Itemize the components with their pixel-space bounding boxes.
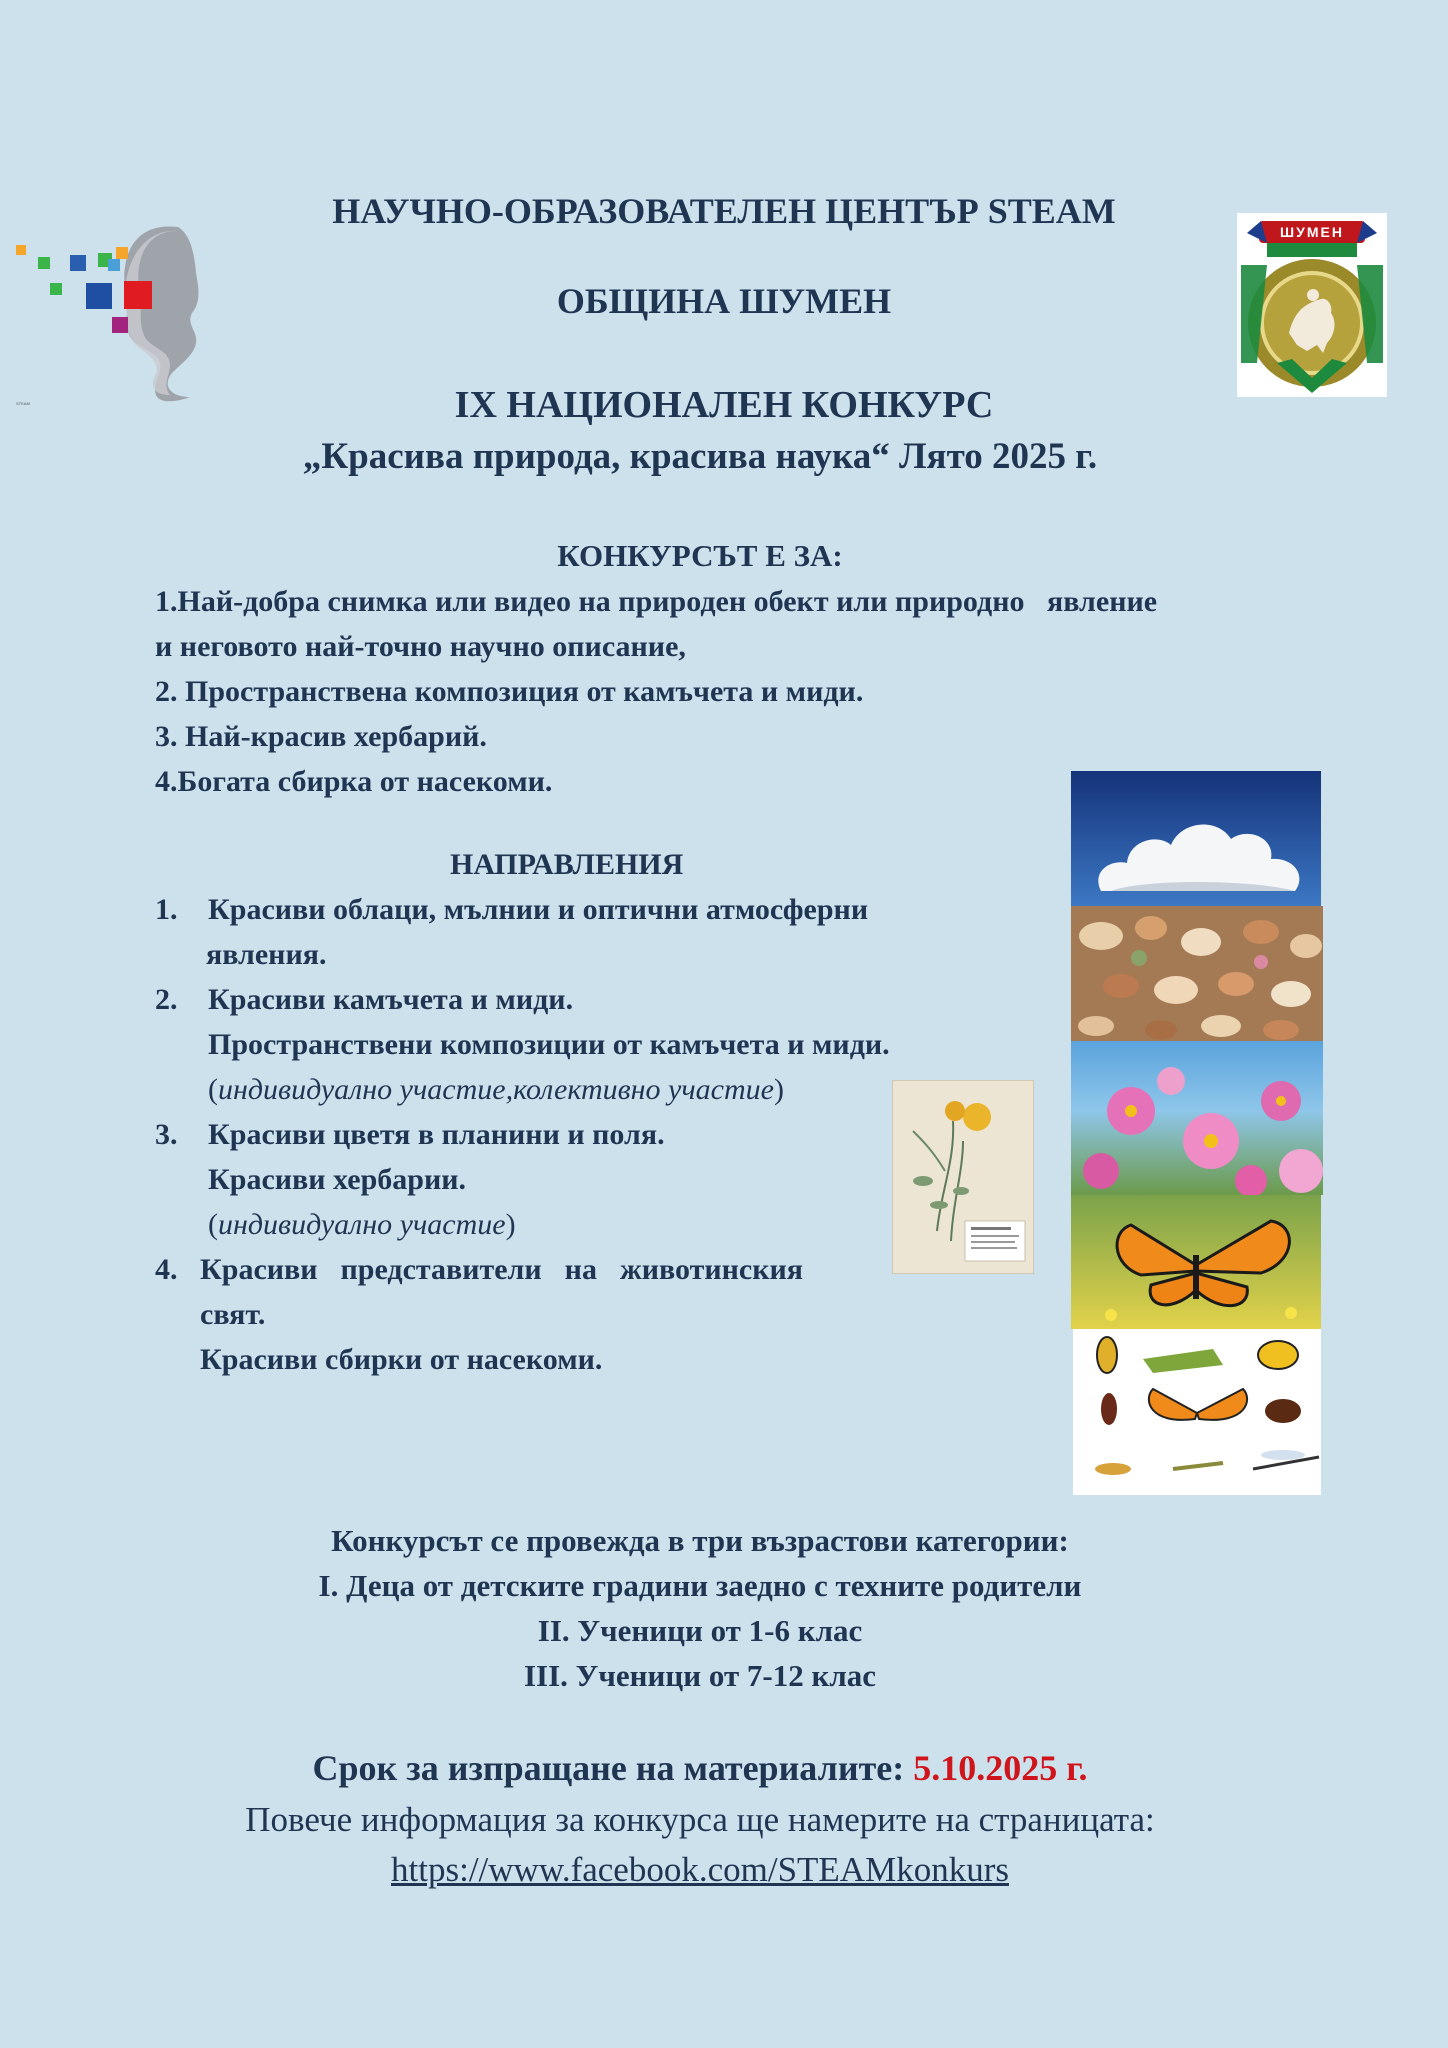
flowers-photo: [1071, 1041, 1323, 1195]
insects-photo: [1073, 1329, 1321, 1495]
logo-small-text: STEAM: [16, 401, 30, 406]
deadline-label: Срок за изпращане на материалите:: [312, 1748, 914, 1788]
directions-heading: НАПРАВЛЕНИЯ: [450, 848, 684, 881]
direction-line: Красиви сбирки от насекоми.: [200, 1343, 603, 1376]
direction-number: 1.: [155, 893, 178, 926]
direction-note: (индивидуално участие,колективно участие): [208, 1073, 784, 1106]
center-name: НАУЧНО-ОБРАЗОВАТЕЛЕН ЦЕНТЪР STEAM: [332, 191, 1116, 231]
direction-note: (индивидуално участие): [208, 1208, 516, 1241]
direction-note-text: индивидуално участие: [218, 1208, 506, 1241]
direction-number: 2.: [155, 983, 178, 1016]
crest-banner-text: ШУМЕН: [1280, 224, 1344, 240]
deadline: [0, 1747, 1400, 1789]
direction-line: явления.: [206, 938, 327, 971]
direction-number: 4.: [155, 1253, 178, 1286]
municipality: ОБЩИНА ШУМЕН: [556, 281, 892, 321]
purpose-item: 4.Богата сбирка от насекоми.: [155, 765, 553, 798]
purpose-item: и неговото най-точно научно описание,: [155, 630, 686, 663]
competition-subtitle: „Красива природа, красива наука“ Лято 2025 г.: [302, 436, 1098, 477]
competition-title: IX НАЦИОНАЛЕН КОНКУРС: [454, 384, 994, 426]
category-item: III. Ученици от 7-12 клас: [523, 1658, 877, 1693]
purpose-item: 3. Най-красив хербарий.: [155, 720, 487, 753]
direction-note-text: индивидуално участие,колективно участие: [218, 1073, 774, 1106]
direction-line: Пространствени композиции от камъчета и миди.: [208, 1028, 890, 1061]
purpose-item: 2. Пространствена композиция от камъчета и миди.: [155, 675, 864, 708]
category-item: I. Деца от детските градини заедно с техните родители: [318, 1568, 1082, 1603]
direction-line: Красиви камъчета и миди.: [208, 983, 574, 1016]
categories-heading: Конкурсът се провежда в три възрастови категории:: [331, 1523, 1069, 1558]
facebook-link[interactable]: https://www.facebook.com/STEAMkonkurs: [391, 1850, 1009, 1889]
purpose-item: 1.Най-добра снимка или видео на природен обект или природно явление: [155, 585, 1158, 618]
category-item: II. Ученици от 1-6 клас: [537, 1613, 863, 1648]
cloud-photo: [1071, 771, 1321, 907]
purpose-heading: КОНКУРСЪТ Е ЗА:: [557, 538, 843, 573]
direction-line: свят.: [200, 1298, 266, 1331]
direction-line: Красиви облаци, мълнии и оптични атмосферни: [208, 893, 869, 926]
direction-number: 3.: [155, 1118, 178, 1151]
herbarium-photo: [892, 1080, 1034, 1274]
info-text: Повече информация за конкурса ще намерите на страницата:: [245, 1800, 1155, 1839]
direction-line: Красиви представители на животинския: [200, 1253, 804, 1286]
shells-photo: [1071, 906, 1323, 1041]
deadline-date: 5.10.2025 г.: [913, 1748, 1088, 1788]
info-link-wrap: [0, 1850, 1400, 1890]
direction-line: Красиви цветя в планини и поля.: [208, 1118, 665, 1151]
butterfly-photo: [1071, 1195, 1321, 1329]
direction-line: Красиви хербарии.: [208, 1163, 467, 1196]
